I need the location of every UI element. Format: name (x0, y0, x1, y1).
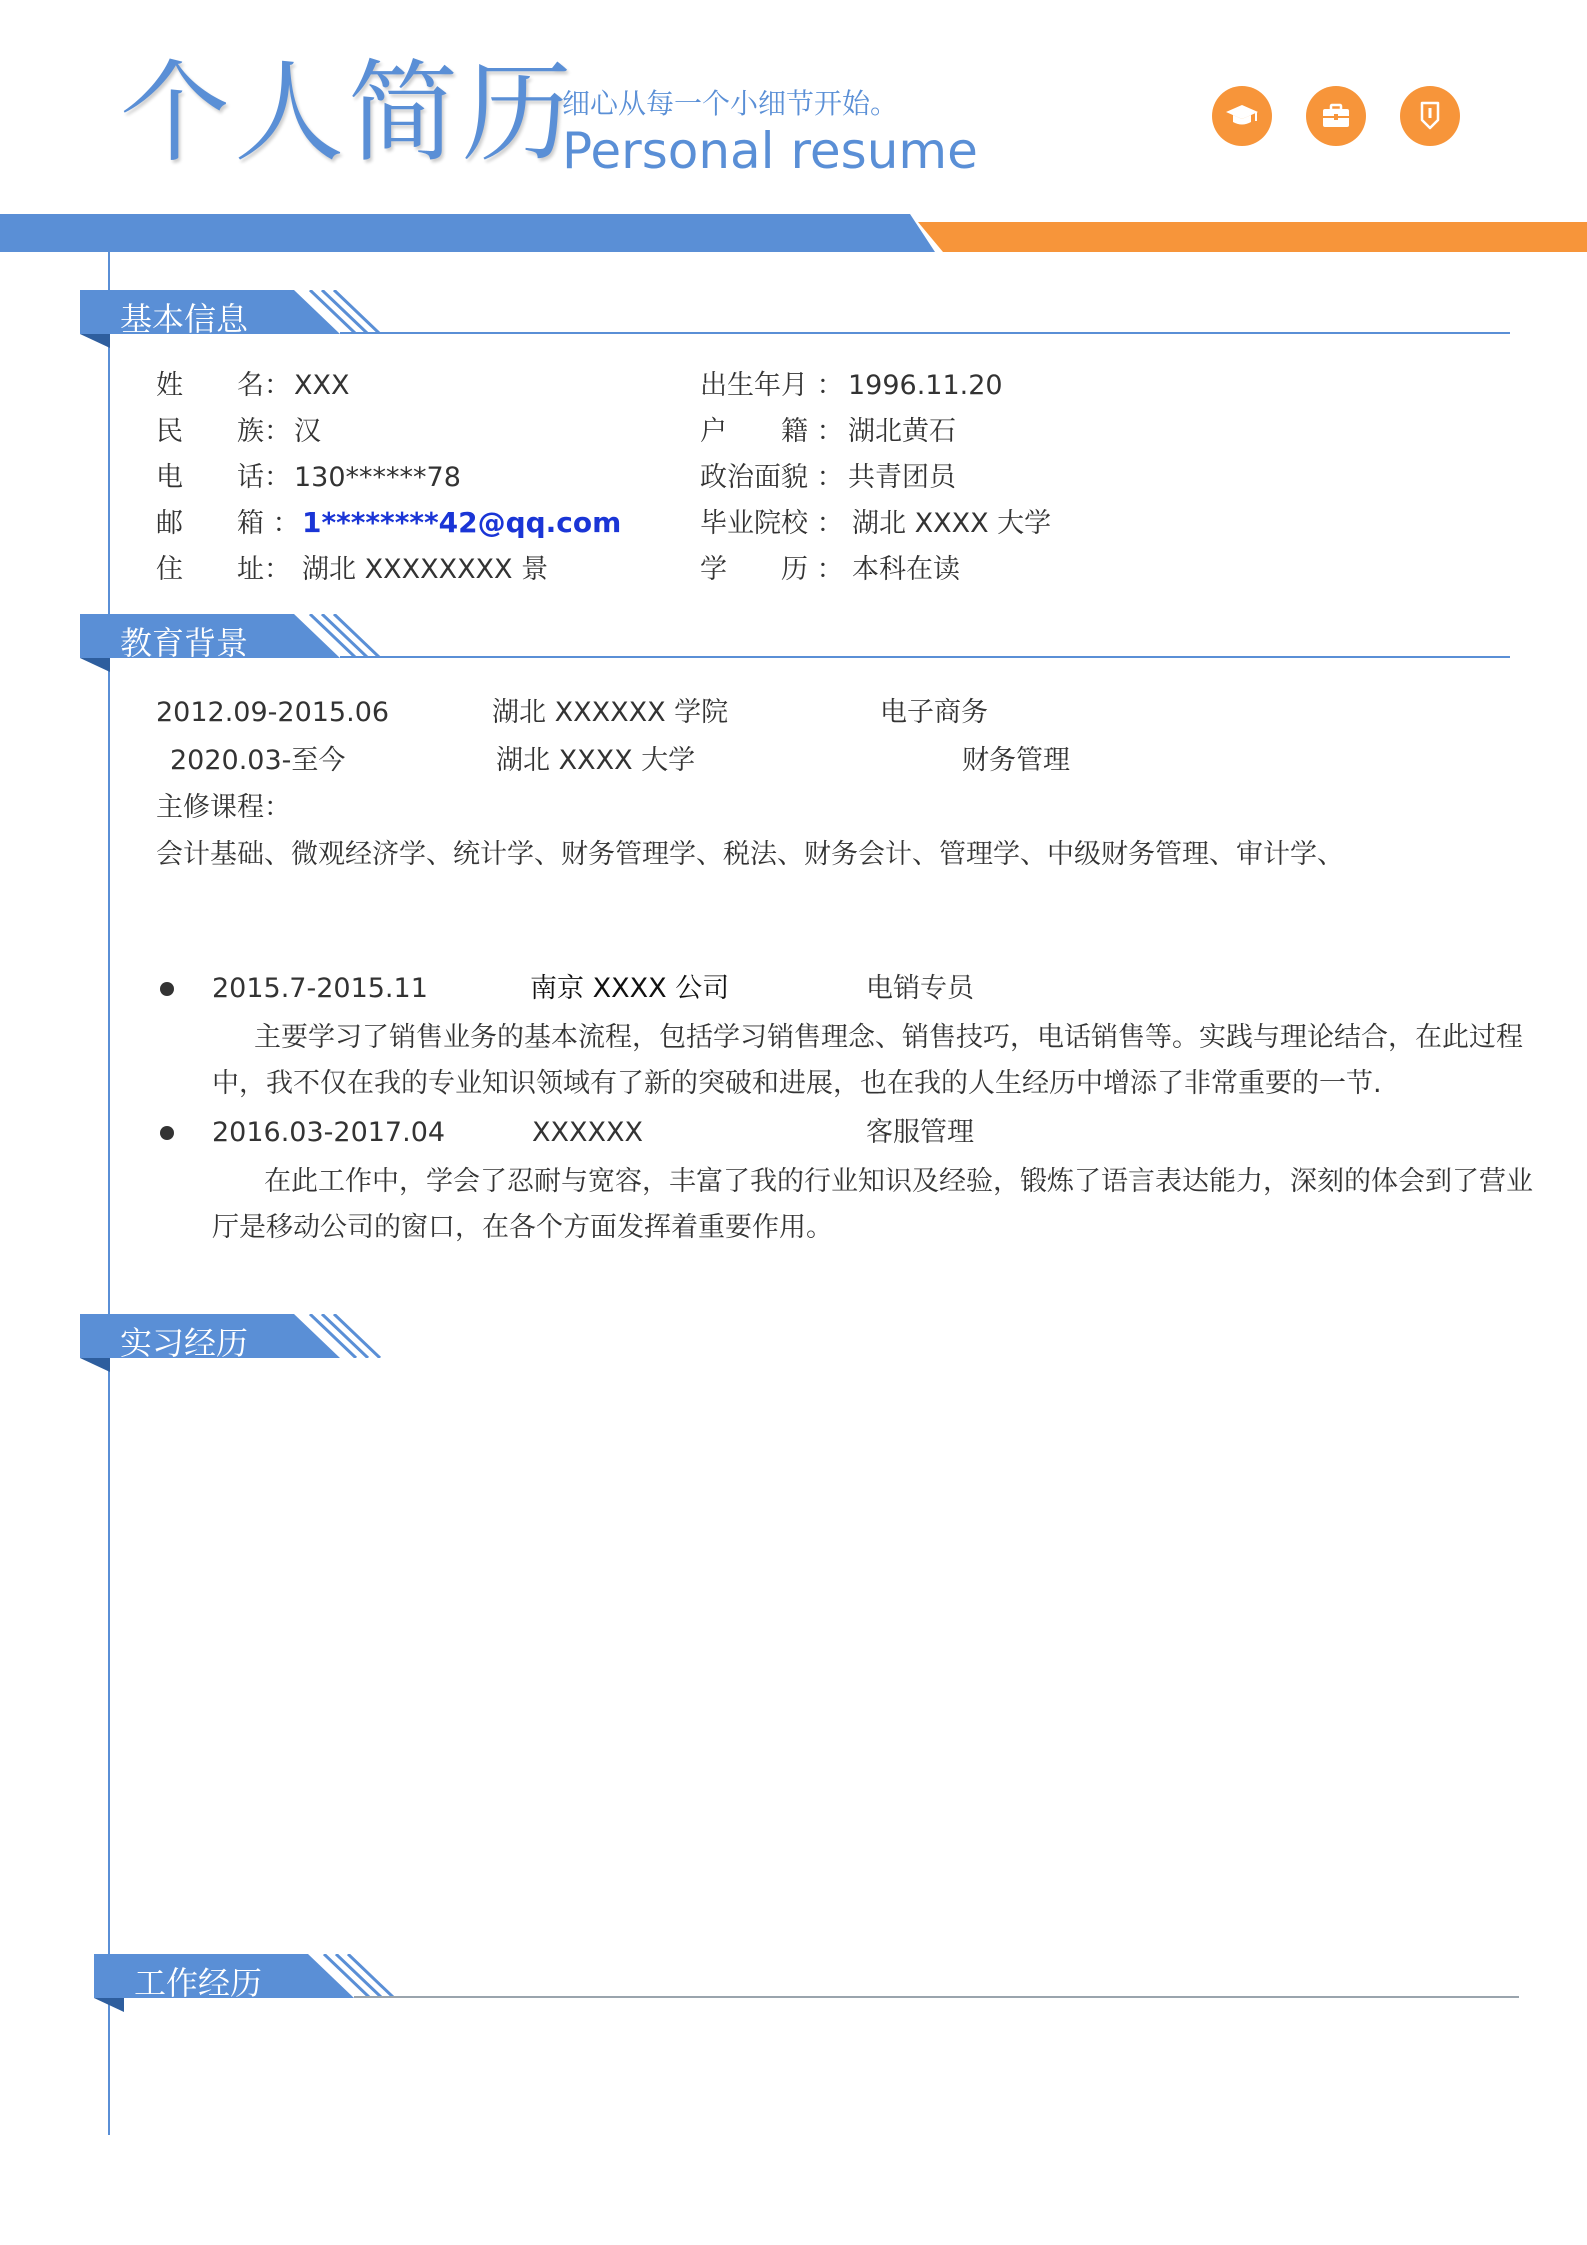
page-title: 个人简历 (120, 49, 576, 177)
section-header-work (94, 1954, 1524, 2002)
badge-icon (1400, 86, 1460, 146)
edu-period-1: 2012.09-2015.06 (156, 697, 390, 728)
edu-period-2: 2020.03-至今 (170, 745, 346, 776)
timeline-line (108, 252, 110, 2135)
exp-desc-1: 主要学习了销售业务的基本流程，包括学习销售理念、销售技巧，电话销售等。实践与理论结合，在此过程中，我不仅在我的专业知识领域有了新的突破和进展，也在我的人生经历中增添了非常重要的一节. (212, 1022, 1523, 1099)
hukou-label: 户 籍 ： (700, 416, 844, 447)
edu-major-1: 电子商务 (880, 697, 988, 728)
exp-period-1: 2015.7-2015.11 (212, 973, 428, 1004)
exp-period-2: 2016.03-2017.04 (212, 1117, 446, 1148)
section-header-education (80, 614, 1510, 662)
phone-value: 130******78 (294, 462, 461, 493)
edu-school-2: 湖北 XXXX 大学 (496, 745, 696, 776)
birth-label: 出生年月 ： (700, 370, 844, 401)
courses-label: 主修课程： (156, 792, 291, 823)
political-value: 共青团员 (848, 462, 956, 493)
header-stripe-blue (0, 214, 935, 252)
section-title: 实习经历 (120, 1324, 249, 1362)
ethnicity-value: 汉 (294, 416, 321, 447)
degree-value: 本科在读 (852, 554, 960, 585)
edu-school-1: 湖北 XXXXXX 学院 (492, 697, 729, 728)
address-label: 住 址： (156, 554, 291, 585)
email-value: 1********42@qq.com (302, 506, 622, 539)
section-title: 教育背景 (120, 624, 249, 662)
email-label: 邮 箱 ： (156, 508, 300, 539)
exp-desc-2: 在此工作中，学会了忍耐与宽容，丰富了我的行业知识及经验，锻炼了语言表达能力，深刻的体会到了营业厅是移动公司的窗口，在各个方面发挥着重要作用。 (212, 1166, 1533, 1243)
tagline: 细心从每一个小细节开始。 (562, 87, 899, 120)
school-value: 湖北 XXXX 大学 (852, 508, 1052, 539)
ethnicity-label: 民 族： (156, 416, 291, 447)
edu-major-2: 财务管理 (962, 745, 1070, 776)
bullet-icon (160, 1126, 174, 1140)
bullet-icon (160, 982, 174, 996)
section-header-basic (80, 290, 1510, 338)
birth-value: 1996.11.20 (848, 370, 1003, 401)
exp-company-1: 南京 XXXX 公司 (530, 973, 730, 1004)
exp-company-2: XXXXXX (532, 1117, 643, 1148)
header-stripe-orange (918, 222, 1587, 252)
section-title: 基本信息 (120, 300, 249, 338)
hukou-value: 湖北黄石 (848, 416, 956, 447)
name-label: 姓 名： (156, 370, 291, 401)
phone-label: 电 话： (156, 462, 291, 493)
school-label: 毕业院校 ： (700, 508, 844, 539)
graduation-cap-icon (1212, 86, 1272, 146)
section-header-internship (80, 1314, 480, 1362)
political-label: 政治面貌 ： (700, 462, 844, 493)
briefcase-icon (1306, 86, 1366, 146)
degree-label: 学 历 ： (700, 554, 844, 585)
exp-role-1: 电销专员 (866, 973, 974, 1004)
exp-role-2: 客服管理 (866, 1117, 974, 1148)
page-title-english: Personal resume (562, 122, 978, 180)
name-value: XXX (294, 370, 350, 401)
section-title: 工作经历 (134, 1964, 263, 2002)
address-value: 湖北 XXXXXXXX 景 (302, 554, 549, 585)
courses-list: 会计基础、微观经济学、统计学、财务管理学、税法、财务会计、管理学、中级财务管理、审计学、 (156, 839, 1344, 870)
